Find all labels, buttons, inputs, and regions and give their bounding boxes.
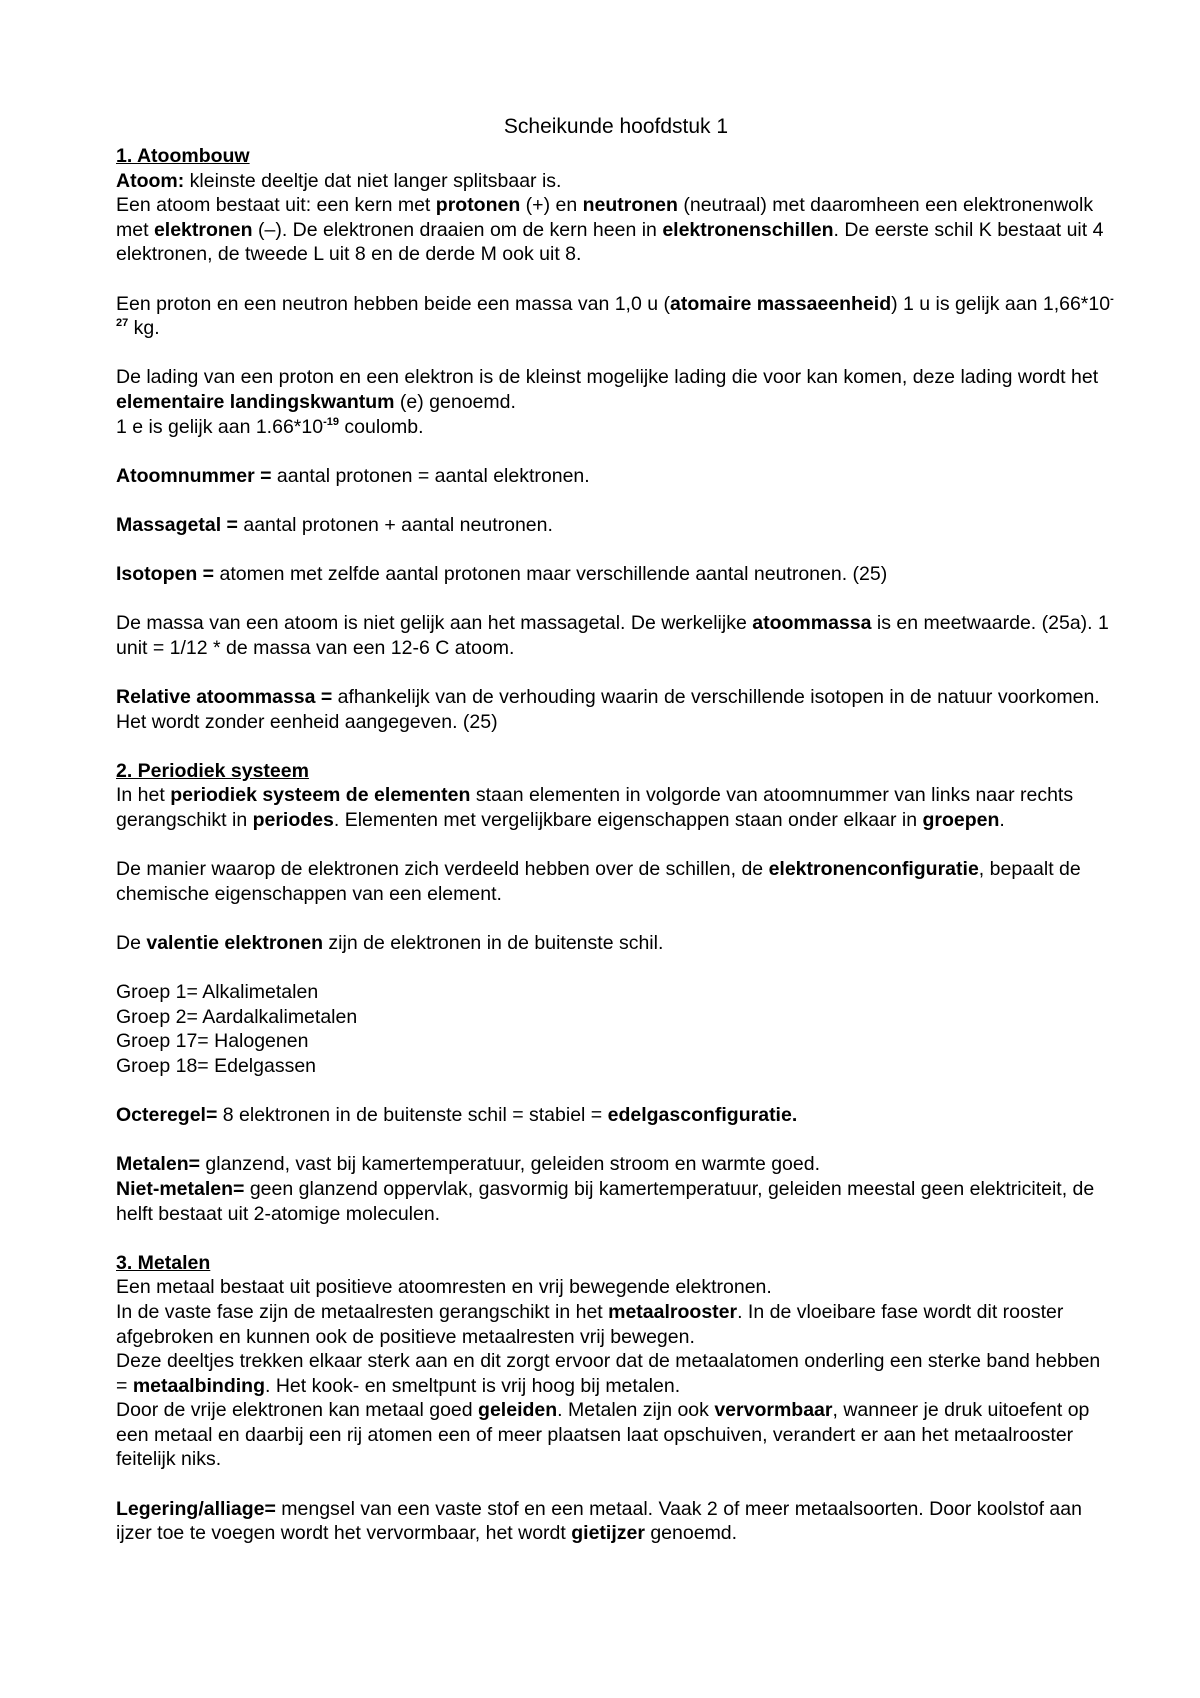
paragraph-isotopen: Isotopen = atomen met zelfde aantal protonen maar verschillende aantal neutronen. (25): [116, 563, 888, 586]
paragraph-metaalrooster: In de vaste fase zijn de metaalresten gerangschikt in het metaalrooster. In de vloeibare fase wordt dit rooster afgebroken en kunnen ook de positieve metaalresten vrij bewegen.: [116, 1300, 1064, 1348]
document-page: [116, 114, 1116, 1570]
paragraph-elektronenconfiguratie: De manier waarop de elektronen zich verdeeld hebben over de schillen, de elektronenconfiguratie, bepaalt de chemische eigenschappen van een element.: [116, 858, 1081, 905]
section-heading-periodiek-systeem: 2. Periodiek systeem: [116, 759, 309, 782]
paragraph-massa-eenheid: Een proton en een neutron hebben beide een massa van 1,0 u (atomaire massaeenheid) 1 u is gelijk aan $1,66*10^{-27}$ kg.: [116, 292, 1114, 340]
section-heading-atoombouw: 1. Atoombouw: [116, 145, 250, 167]
paragraph-geleiden-vervormbaar: Door de vrije elektronen kan metaal goed geleiden. Metalen zijn ook vervormbaar, wanneer je druk uitoefent op een metaal en daarbij een rij atomen een of meer plaatsen laat opschuiven, verandert er aan het metaalrooster feitelijk niks.: [116, 1399, 1090, 1471]
paragraph-metalen: Metalen= glanzend, vast bij kamertemperatuur, geleiden stroom en warmte goed.: [116, 1153, 821, 1176]
paragraph-lading: De lading van een proton en een elektron is de kleinst mogelijke lading die voor kan komen, deze lading wordt het elementaire landingskwantum (e) genoemd. 1 e is gelijk aan $1.66*10^{-19}$ coulomb.: [116, 366, 1099, 438]
paragraph-atoom-kern: Een atoom bestaat uit: een kern met protonen (+) en neutronen (neutraal) met daaromheen een elektronenwolk met elektronen (–). De elektronen draaien om de kern heen in elektronenschillen. De eerste schil K bestaat uit 4 elektronen, de tweede L uit 8 en de derde M ook uit 8.: [116, 194, 1104, 266]
list-item: Groep 17= Halogenen: [116, 1030, 309, 1053]
paragraph-atoomnummer: Atoomnummer = aantal protonen = aantal elektronen.: [116, 464, 590, 487]
list-item: Groep 2= Aardalkalimetalen: [116, 1005, 358, 1028]
list-item: Groep 18= Edelgassen: [116, 1054, 317, 1077]
list-item: Groep 1= Alkalimetalen: [116, 981, 319, 1004]
paragraph-metaal-atoomresten: Een metaal bestaat uit positieve atoomresten en vrij bewegende elektronen.: [116, 1276, 772, 1299]
term-atoom: Atoom:: [116, 169, 185, 192]
document-title: Scheikunde hoofdstuk 1: [503, 115, 729, 138]
paragraph-relatieve-atoommassa: Relative atoommassa = afhankelijk van de verhouding waarin de verschillende isotopen in de natuur voorkomen. Het wordt zonder eenheid aangegeven. (25): [116, 686, 1100, 733]
paragraph-metaalbinding: Deze deeltjes trekken elkaar sterk aan en dit zorgt ervoor dat de metaalatomen onderling een sterke band hebben = metaalbinding. Het kook- en smeltpunt is vrij hoog bij metalen.: [116, 1350, 1101, 1397]
paragraph-valentie: De valentie elektronen zijn de elektronen in de buitenste schil.: [116, 932, 664, 954]
paragraph-octetregel: Octeregel= 8 elektronen in de buitenste schil = stabiel = edelgasconfiguratie.: [116, 1104, 798, 1127]
paragraph-legering: Legering/alliage= mengsel van een vaste stof en een metaal. Vaak 2 of meer metaalsoorten. Door koolstof aan ijzer toe te voegen wordt het vervormbaar, het wordt gietijzer genoemd.: [116, 1497, 1082, 1545]
paragraph-massagetal: Massagetal = aantal protonen + aantal neutronen.: [116, 513, 553, 536]
paragraph-periodiek-intro: In het periodiek systeem de elementen staan elementen in volgorde van atoomnummer van links naar rechts gerangschikt in periodes. Elementen met vergelijkbare eigenschappen staan onder elkaar in groepen.: [116, 784, 1074, 832]
paragraph-atoom-definition: Atoom: kleinste deeltje dat niet langer splitsbaar is.: [116, 169, 562, 192]
list-groepen: [116, 980, 1116, 1078]
paragraph-niet-metalen: Niet-metalen= geen glanzend oppervlak, gasvormig bij kamertemperatuur, geleiden meestal geen elektriciteit, de helft bestaat uit 2-atomige moleculen.: [116, 1177, 1095, 1225]
paragraph-atoommassa: De massa van een atoom is niet gelijk aan het massagetal. De werkelijke atoommassa is en meetwaarde. (25a). 1 unit = 1/12 * de massa van een 12-6 C atoom.: [116, 612, 1109, 659]
section-heading-metalen: 3. Metalen: [116, 1251, 211, 1274]
